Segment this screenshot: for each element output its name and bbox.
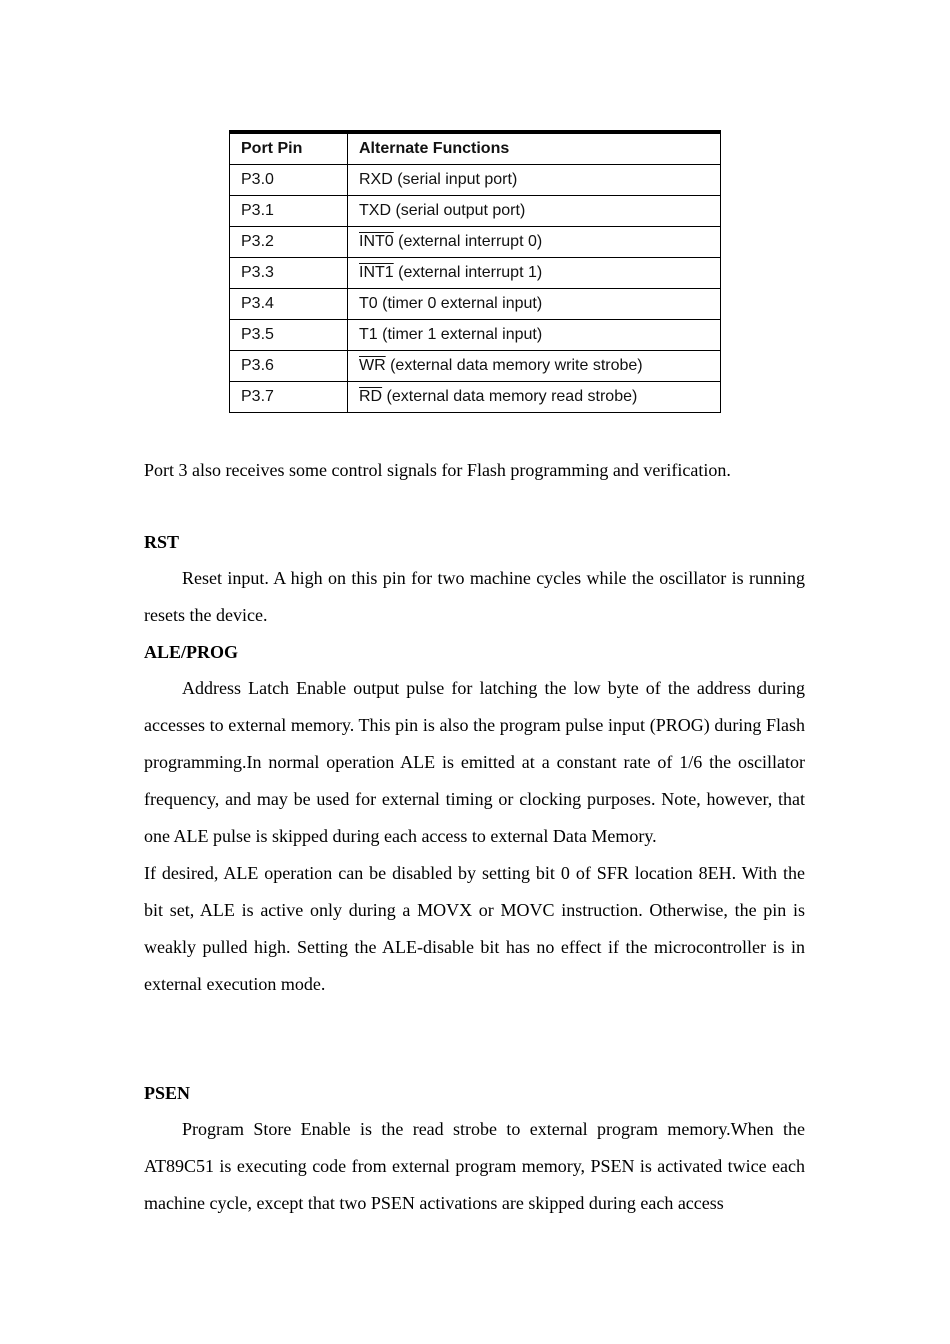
function-cell	[348, 226, 721, 257]
function-text: (external data memory read strobe)	[382, 387, 638, 405]
pin-cell: P3.6	[230, 350, 348, 381]
table-row	[230, 195, 721, 226]
function-cell	[348, 164, 721, 195]
port3-note-block	[144, 452, 805, 489]
function-overline-signal: $\overline{RD}$	[359, 387, 383, 405]
function-text: (external interrupt 0)	[393, 232, 543, 250]
port3-note: Port 3 also receives some control signals for Flash programming and verification.	[144, 460, 731, 480]
table-row	[230, 350, 721, 381]
ale-text: Address Latch Enable output pulse for latching the low byte of the address during accesses to external memory. This pin is also the program pulse input (PROG) during Flash programming.In normal operation ALE is emitted at a constant rate of 1/6 the oscillator frequency, and may be used for external timing or clocking purposes. Note, however, that one ALE pulse is skipped during each access to external Data Memory.	[144, 678, 805, 846]
rst-text: Reset input. A high on this pin for two machine cycles while the oscillator is running resets the device.	[144, 568, 805, 625]
header-alternate-functions: Alternate Functions	[348, 132, 721, 164]
table-header-row	[230, 132, 721, 164]
psen-heading: PSEN	[144, 1083, 191, 1103]
function-cell	[348, 350, 721, 381]
psen-text: Program Store Enable is the read strobe to external program memory.When the AT89C51 is executing code from external program memory, PSEN is activated twice each machine cycle, except that two PSEN activations are skipped during each access	[144, 1119, 805, 1213]
function-cell	[348, 288, 721, 319]
header-port-pin: Port Pin	[230, 132, 348, 164]
ale-heading: ALE/PROG	[144, 642, 239, 662]
pin-cell: P3.2	[230, 226, 348, 257]
pin-cell: P3.5	[230, 319, 348, 350]
rst-section	[144, 524, 805, 1003]
table-row	[230, 381, 721, 412]
function-cell	[348, 381, 721, 412]
function-text: T0 (timer 0 external input)	[359, 294, 543, 312]
function-text: (external data memory write strobe)	[385, 356, 643, 374]
table-row	[230, 288, 721, 319]
function-text: TXD (serial output port)	[359, 201, 526, 219]
table-row	[230, 319, 721, 350]
pin-cell: P3.4	[230, 288, 348, 319]
port3-alternate-functions-table	[229, 130, 721, 413]
function-cell	[348, 319, 721, 350]
pin-cell: P3.1	[230, 195, 348, 226]
pin-cell: P3.7	[230, 381, 348, 412]
function-overline-signal: $\overline{WR}$	[359, 356, 386, 374]
function-overline-signal: INT0	[359, 232, 394, 250]
function-cell	[348, 257, 721, 288]
table-row	[230, 257, 721, 288]
pin-cell: P3.0	[230, 164, 348, 195]
ale-disable-text: If desired, ALE operation can be disabled by setting bit 0 of SFR location 8EH. With the bit set, ALE is active only during a MOVX or MOVC instruction. Otherwise, the pin is weakly pulled high. Setting the ALE-disable bit has no effect if the microcontroller is in external execution mode.	[144, 863, 805, 994]
function-cell	[348, 195, 721, 226]
pin-cell: P3.3	[230, 257, 348, 288]
psen-section	[144, 1075, 805, 1222]
table-row	[230, 164, 721, 195]
table-row	[230, 226, 721, 257]
function-text: (external interrupt 1)	[393, 263, 543, 281]
function-text: RXD (serial input port)	[359, 170, 518, 188]
rst-heading: RST	[144, 532, 180, 552]
function-text: T1 (timer 1 external input)	[359, 325, 543, 343]
function-overline-signal: INT1	[359, 263, 394, 281]
